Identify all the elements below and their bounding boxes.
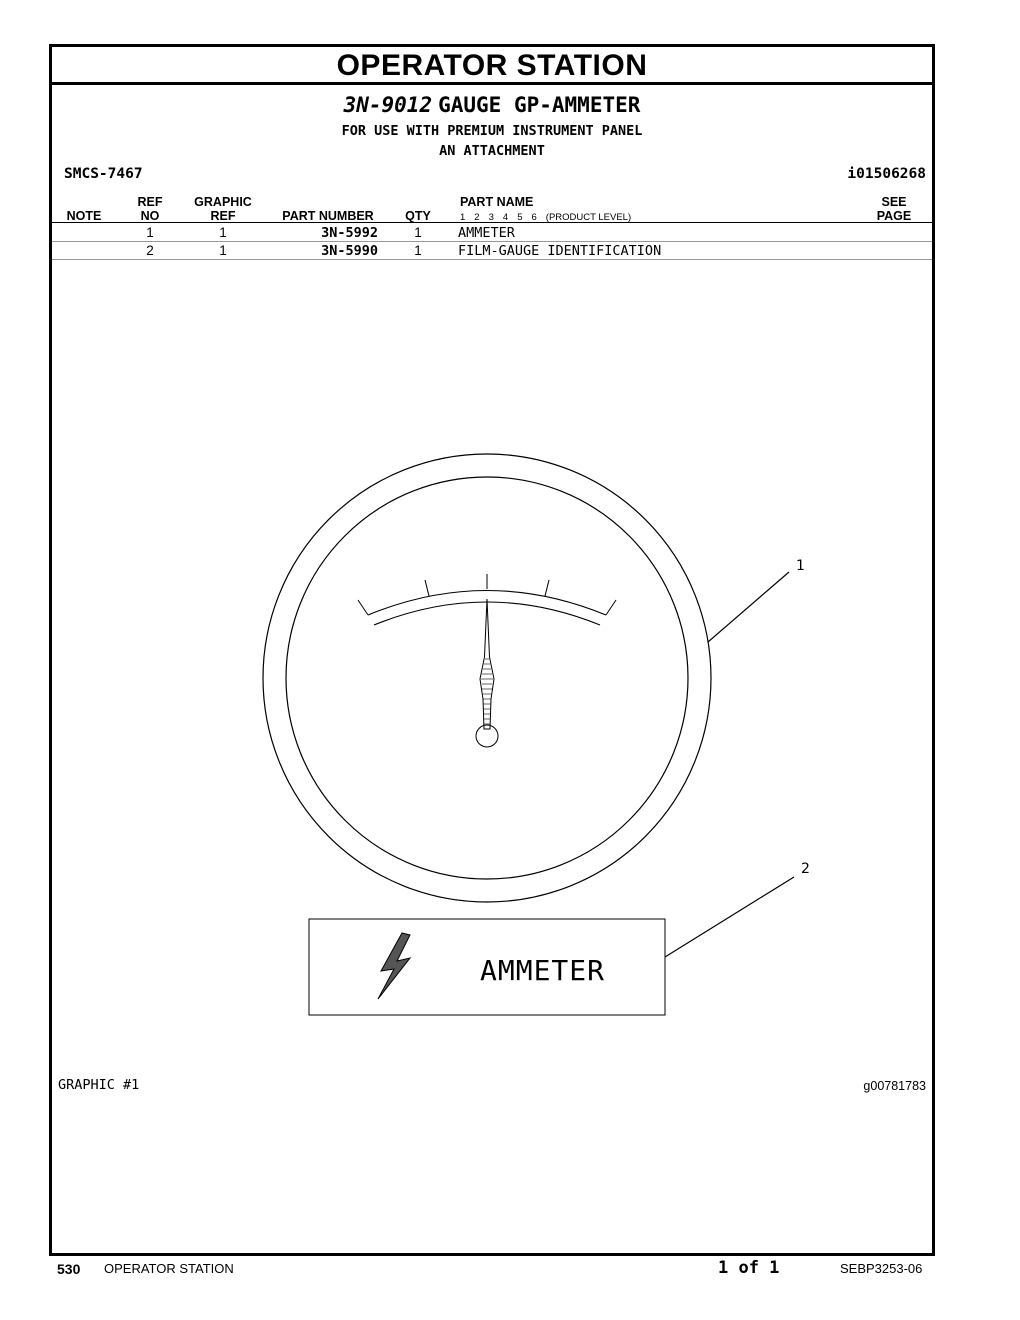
- gauge-tick: [425, 580, 429, 596]
- product-level-1: 1: [460, 212, 466, 223]
- callout-leader-1: [708, 572, 789, 642]
- row-part-name: AMMETER: [458, 225, 515, 241]
- col-part-name: PART NAME: [460, 195, 534, 209]
- col-ref-no-line2: NO: [140, 209, 160, 223]
- product-level-2: 2: [474, 212, 480, 223]
- callout-1: 1: [796, 558, 805, 574]
- product-level-6: 6: [531, 212, 537, 223]
- row-graphic-ref: 1: [219, 243, 227, 258]
- col-note: NOTE: [66, 209, 102, 223]
- product-level-label: (PRODUCT LEVEL): [545, 212, 632, 223]
- col-qty: QTY: [405, 209, 431, 223]
- graphic-id: g00781783: [863, 1079, 926, 1093]
- footer-section: OPERATOR STATION: [104, 1261, 234, 1276]
- gauge-tick: [545, 580, 549, 596]
- gauge-tick-left-end: [358, 600, 368, 615]
- assembly-part-number: 3N-9012: [343, 93, 433, 117]
- callout-2: 2: [801, 861, 810, 877]
- callout-leader-2: [665, 877, 794, 957]
- col-graphic-ref-line2: REF: [210, 209, 236, 223]
- row-qty: 1: [414, 243, 422, 258]
- page-frame: [49, 44, 935, 1256]
- graphic-label: GRAPHIC #1: [58, 1077, 140, 1093]
- row-ref-no: 1: [146, 225, 154, 240]
- product-level-5: 5: [517, 212, 523, 223]
- usage-line-2: AN ATTACHMENT: [439, 143, 545, 159]
- gauge-tick-right-end: [606, 600, 616, 615]
- smcs-code: SMCS-7467: [64, 166, 143, 182]
- col-see-page-line1: SEE: [881, 195, 907, 209]
- row-ref-no: 2: [146, 243, 154, 258]
- usage-line-1: FOR USE WITH PREMIUM INSTRUMENT PANEL: [341, 123, 643, 139]
- info-id: i01506268: [847, 166, 926, 182]
- plate-text: AMMETER: [480, 954, 606, 987]
- page-number: 530: [57, 1261, 81, 1277]
- ammeter-illustration: [52, 47, 932, 1253]
- row-part-number: 3N-5992: [321, 225, 378, 241]
- page-of: 1 of 1: [718, 1258, 780, 1278]
- document-id: SEBP3253-06: [840, 1261, 923, 1276]
- product-level-4: 4: [502, 212, 509, 223]
- lightning-bolt-icon: [378, 933, 410, 999]
- section-title: OPERATOR STATION: [336, 49, 648, 82]
- col-ref-no-line1: REF: [137, 195, 163, 209]
- row-part-name: FILM-GAUGE IDENTIFICATION: [458, 243, 662, 259]
- col-graphic-ref-line1: GRAPHIC: [194, 195, 252, 209]
- col-part-number: PART NUMBER: [282, 209, 374, 223]
- row-qty: 1: [414, 225, 422, 240]
- col-see-page-line2: PAGE: [876, 209, 912, 223]
- product-level-3: 3: [488, 212, 494, 223]
- row-graphic-ref: 1: [219, 225, 227, 240]
- ammeter-gauge: [263, 454, 711, 902]
- row-part-number: 3N-5990: [321, 243, 378, 259]
- assembly-part-name: GAUGE GP-AMMETER: [438, 93, 641, 117]
